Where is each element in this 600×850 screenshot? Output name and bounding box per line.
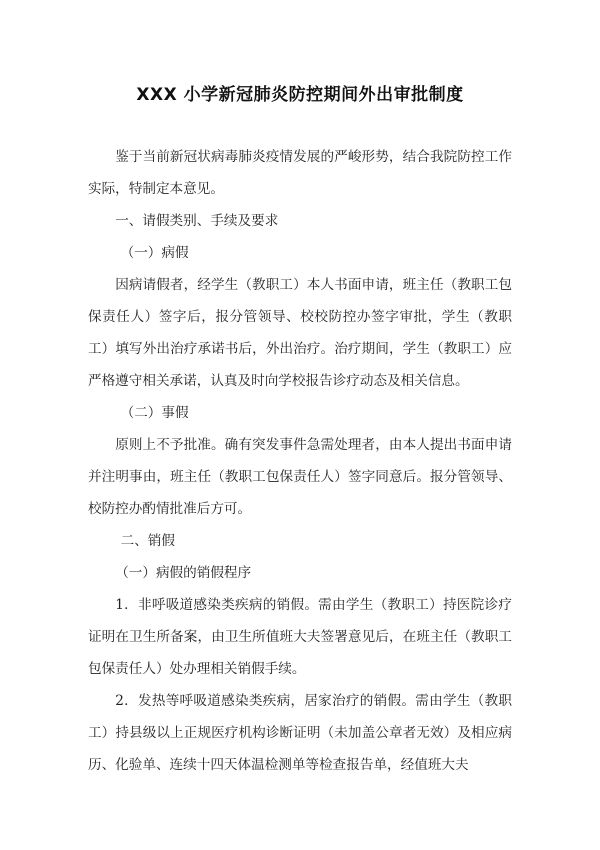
- subsection-heading-personal-leave: （二）事假: [120, 405, 189, 421]
- personal-leave-paragraph: 原则上不予批准。确有突发事件急需处理者，由本人提出书面申请并注明事由，班主任（教职工包保责任人）签字同意后。报分管领导、校防控办酌情批准后方可。: [88, 437, 512, 517]
- intro-paragraph: 鉴于当前新冠状病毒肺炎疫情发展的严峻形势，结合我院防控工作实际，特制定本意见。: [88, 149, 512, 197]
- procedure-item-1: 1．非呼吸道感染类疾病的销假。需由学生（教职工）持医院诊疗证明在卫生所备案，由卫生所值班大夫签署意见后，在班主任（教职工包保责任人）处办理相关销假手续。: [88, 597, 512, 677]
- procedure-item-2: 2．发热等呼吸道感染类疾病，居家治疗的销假。需由学生（教职工）持县级以上正规医疗机构诊断证明（未加盖公章者无效）及相应病历、化验单、连续十四天体温检测单等检查报告单，经值班大夫: [88, 693, 512, 773]
- section-heading-leave-types: 一、请假类别、手续及要求: [115, 213, 279, 229]
- document-body: [88, 141, 512, 781]
- sick-leave-paragraph: 因病请假者，经学生（教职工）本人书面申请，班主任（教职工包保责任人）签字后，报分管领导、校校防控办签字审批，学生（教职工）填写外出治疗承诺书后，外出治疗。治疗期间，学生（教职工）应严格遵守相关承诺，认真及时向学校报告诊疗动态及相关信息。: [88, 277, 512, 389]
- subsection-heading-sick-cancel-procedure: （一）病假的销假程序: [115, 565, 252, 581]
- subsection-heading-sick-leave: （一）病假: [120, 245, 189, 261]
- document-title: XXX 小学新冠肺炎防控期间外出审批制度: [136, 85, 464, 105]
- section-heading-cancel-leave: 二、销假: [120, 533, 175, 549]
